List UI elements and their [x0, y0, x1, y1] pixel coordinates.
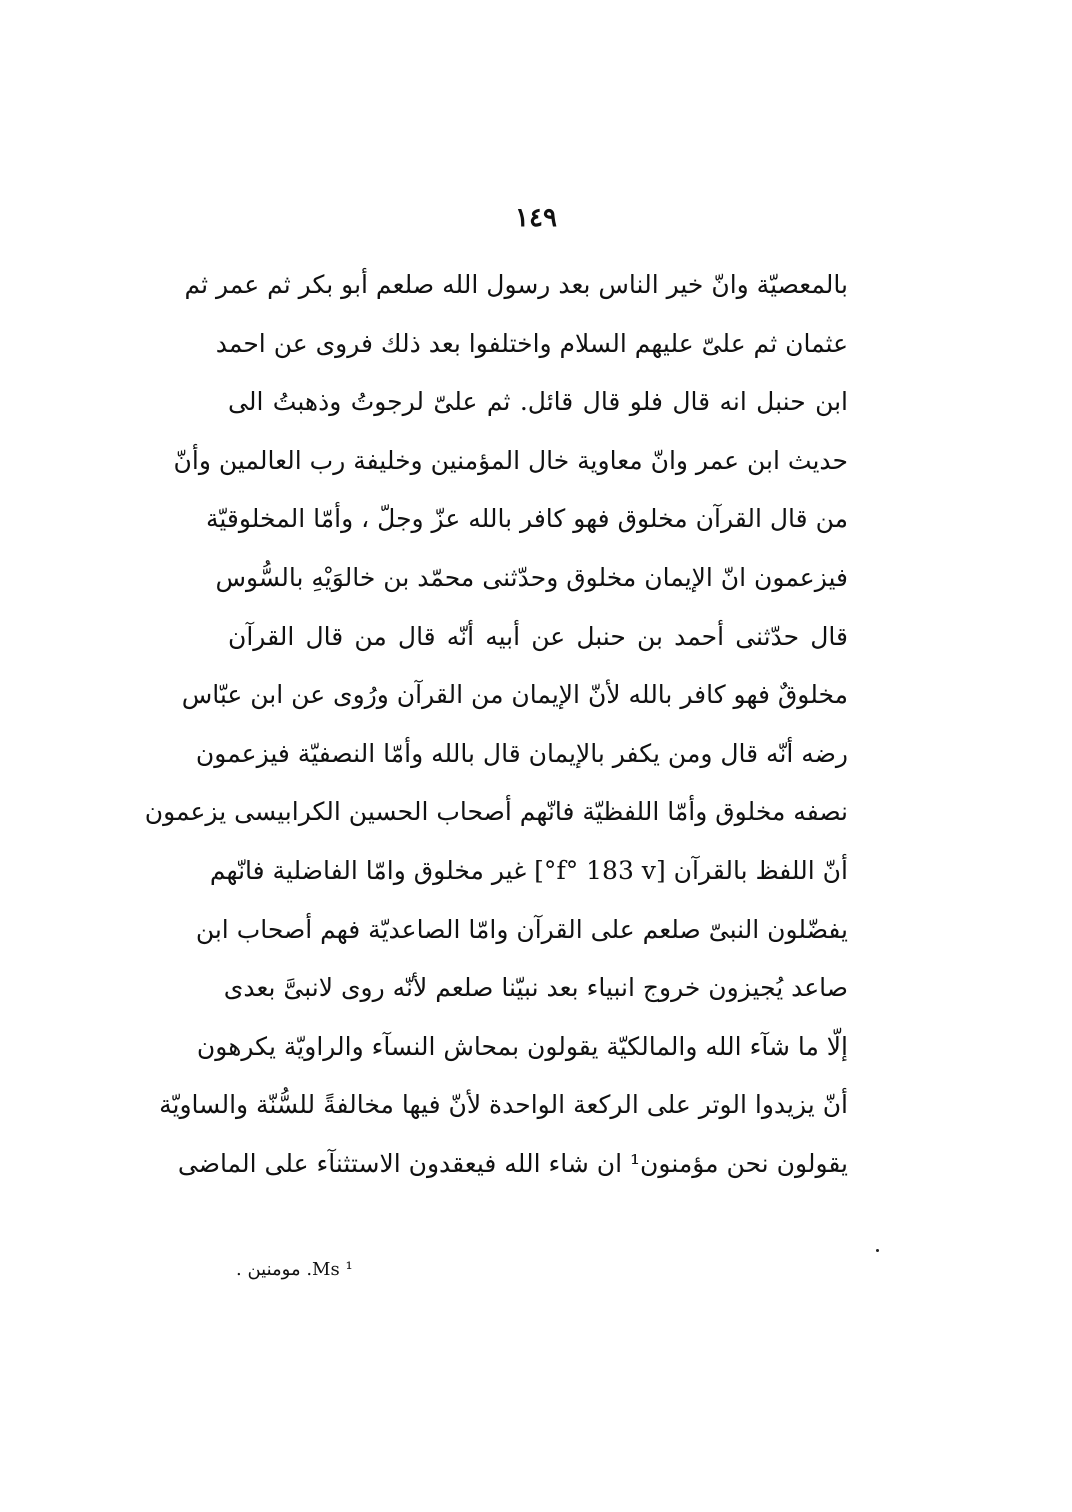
- text-line: فيزعمون انّ الإيمان مخلوق وحدّثنى محمّد بن خالوَيْهِ بالسُّوس: [215, 562, 848, 592]
- text-line: نصفه مخلوق وأمّا اللفظيّة فانّهم أصحاب الحسين الكرابيسى يزعمون: [144, 797, 848, 827]
- body-text: [144, 256, 848, 1194]
- text-line: قال حدّثنى أحمد بن حنبل عن أبيه أنّه قال من قال القرآن: [228, 621, 848, 651]
- text-line: ابن حنبل انه قال فلو قال قائل. ثم علىّ لرجوتُ وذهبتُ الى: [228, 387, 848, 417]
- footnote: ¹ Ms. مومنين .: [236, 1259, 353, 1280]
- text-line: أنّ يزيدوا الوتر على الركعة الواحدة لأنّ فيها مخالفةً للسُّنّة والساويّة: [159, 1090, 848, 1120]
- stray-mark: [876, 1249, 879, 1252]
- text-line: مخلوقٌ فهو كافر بالله لأنّ الإيمان من القرآن ورُوى عن ابن عبّاس: [181, 680, 848, 710]
- text-line: إلّا ما شآء الله والمالكيّة يقولون بمحاش النسآء والراويّة يكرهون: [196, 1031, 848, 1061]
- text-line: من قال القرآن مخلوق فهو كافر بالله عزّ وجلّ ، وأمّا المخلوقيّة: [205, 504, 848, 534]
- text-line: عثمان ثم علىّ عليهم السلام واختلفوا بعد ذلك فروى عن احمد: [215, 328, 848, 358]
- text-line: صاعد يُجيزون خروج انبياء بعد نبيّنا صلعم لأنّه روى لانبىَّ بعدى: [223, 973, 848, 1003]
- text-line: يقولون نحن مؤمنون¹ ان شاء الله فيعقدون الاستثنآء على الماضى: [177, 1148, 848, 1178]
- text-line: أنّ اللفظ بالقرآن [f° 183 v°] غير مخلوق وامّا الفاضلية فانّهم: [209, 855, 848, 885]
- page-number: ١٤٩: [515, 203, 557, 233]
- text-line: بالمعصيّة وانّ خير الناس بعد رسول الله صلعم أبو بكر ثم عمر ثم: [184, 270, 848, 299]
- text-line: حديث ابن عمر وانّ معاوية خال المؤمنين وخليفة رب العالمين وأنّ: [173, 445, 848, 475]
- text-line: رضه أنّه قال ومن يكفر بالإيمان قال بالله وأمّا النصفيّة فيزعمون: [195, 738, 848, 768]
- text-line: يفضّلون النبىّ صلعم على القرآن وامّا الصاعديّة فهم أصحاب ابن: [195, 914, 848, 944]
